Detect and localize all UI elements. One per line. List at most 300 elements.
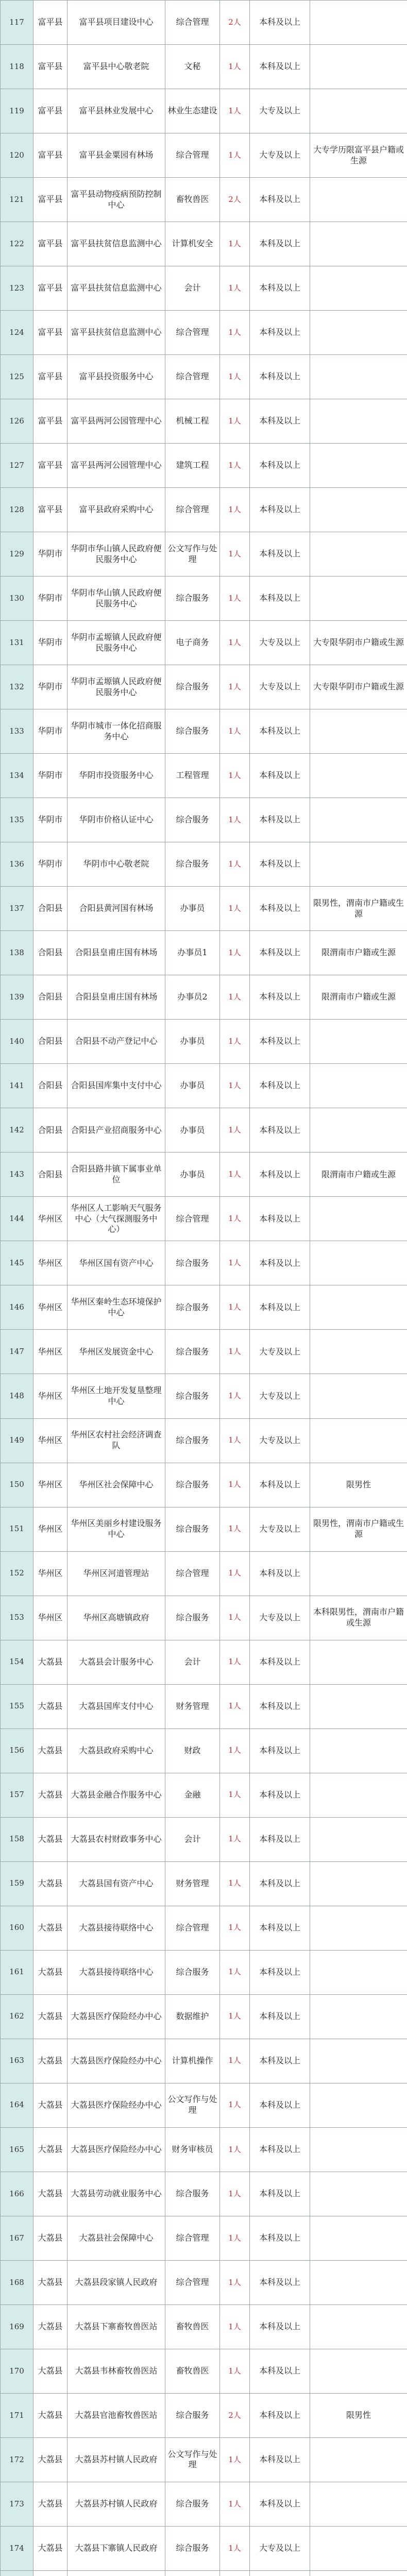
position-cell: 综合服务 <box>165 842 220 887</box>
education-cell: 本科及以上 <box>250 1551 310 1596</box>
table-row <box>1 2570 407 2576</box>
table-row <box>1 2039 407 2083</box>
unit-name-cell: 富平县扶贫信息监测中心 <box>67 311 165 355</box>
position-cell: 综合管理 <box>165 1197 220 1241</box>
unit-name-cell: 富平县动物疫病预防控制中心 <box>67 178 165 222</box>
requirement-note-cell <box>310 532 407 577</box>
area-cell: 大荔县 <box>33 1773 67 1817</box>
position-cell: 综合管理 <box>165 1906 220 1950</box>
education-cell: 本科及以上 <box>250 355 310 399</box>
headcount-cell: 1人 <box>220 1418 250 1463</box>
position-cell: 综合服务 <box>165 1374 220 1418</box>
position-cell: 畜牧兽医 <box>165 178 220 222</box>
headcount-cell: 1人 <box>220 2349 250 2393</box>
row-number-cell: 117 <box>1 1 33 45</box>
position-cell: 综合服务 <box>165 1596 220 1640</box>
requirement-note-cell: 大专限华阴市户籍或生源 <box>310 621 407 665</box>
unit-name-cell: 大荔县劳动就业服务中心 <box>67 2172 165 2216</box>
headcount-cell: 1人 <box>220 2437 250 2482</box>
requirement-note-cell <box>310 1728 407 1773</box>
area-cell: 华州区 <box>33 1463 67 1507</box>
headcount-cell: 1人 <box>220 133 250 178</box>
headcount-cell: 1人 <box>220 1064 250 1108</box>
requirement-note-cell <box>310 1108 407 1153</box>
headcount-cell: 1人 <box>220 1285 250 1330</box>
requirement-note-cell <box>310 1374 407 1418</box>
area-cell: 大荔县 <box>33 2393 67 2437</box>
area-cell: 大荔县 <box>33 1817 67 1861</box>
unit-name-cell: 华阴市孟塬镇人民政府便民服务中心 <box>67 621 165 665</box>
position-cell: 综合服务 <box>165 2172 220 2216</box>
position-cell: 综合服务 <box>165 1285 220 1330</box>
unit-name-cell: 大荔县医疗保险经办中心 <box>67 2083 165 2127</box>
table-row <box>1 577 407 621</box>
unit-name-cell: 华阴市价格认证中心 <box>67 798 165 842</box>
unit-name-cell: 华阴市华山镇人民政府便民服务中心 <box>67 532 165 577</box>
headcount-cell: 1人 <box>220 311 250 355</box>
requirement-note-cell <box>310 266 407 311</box>
position-cell: 办事员 <box>165 1153 220 1197</box>
headcount-cell: 1人 <box>220 754 250 798</box>
education-cell: 本科及以上 <box>250 1728 310 1773</box>
requirement-note-cell <box>310 1950 407 1994</box>
education-cell: 本科及以上 <box>250 1640 310 1684</box>
table-row <box>1 1020 407 1064</box>
unit-name-cell: 大荔县苏村镇人民政府 <box>67 2437 165 2482</box>
table-row <box>1 1285 407 1330</box>
area-cell: 富平县 <box>33 178 67 222</box>
table-row <box>1 2216 407 2260</box>
unit-name-cell: 华州区国有资产中心 <box>67 1241 165 1285</box>
position-cell: 财务审核员 <box>165 2127 220 2172</box>
education-cell: 大专及以上 <box>250 133 310 178</box>
headcount-cell: 1人 <box>220 2039 250 2083</box>
unit-name-cell: 富平县两河公园管理中心 <box>67 399 165 444</box>
headcount-cell: 1人 <box>220 2304 250 2349</box>
requirement-note-cell: 限男性 <box>310 2393 407 2437</box>
unit-name-cell: 大荔县接待联络中心 <box>67 1906 165 1950</box>
row-number-cell: 126 <box>1 399 33 444</box>
position-cell: 公文写作与处理 <box>165 532 220 577</box>
table-row <box>1 45 407 89</box>
unit-name-cell: 富平县投资服务中心 <box>67 355 165 399</box>
headcount-cell: 1人 <box>220 532 250 577</box>
area-cell: 华州区 <box>33 1596 67 1640</box>
position-cell: 综合服务 <box>165 1463 220 1507</box>
area-cell: 华阴市 <box>33 754 67 798</box>
education-cell: 本科及以上 <box>250 45 310 89</box>
area-cell <box>33 2570 67 2576</box>
row-number-cell: 158 <box>1 1817 33 1861</box>
requirement-note-cell <box>310 2482 407 2526</box>
area-cell: 华州区 <box>33 1551 67 1596</box>
requirement-note-cell <box>310 798 407 842</box>
area-cell: 大荔县 <box>33 1640 67 1684</box>
table-row <box>1 1684 407 1728</box>
row-number-cell: 167 <box>1 2216 33 2260</box>
headcount-cell <box>220 2570 250 2576</box>
headcount-cell: 2人 <box>220 2393 250 2437</box>
headcount-cell: 1人 <box>220 1596 250 1640</box>
education-cell: 本科及以上 <box>250 577 310 621</box>
row-number-cell: 125 <box>1 355 33 399</box>
table-row <box>1 1064 407 1108</box>
education-cell: 本科及以上 <box>250 1064 310 1108</box>
table-row <box>1 1 407 45</box>
position-cell: 综合管理 <box>165 488 220 532</box>
education-cell: 本科及以上 <box>250 1906 310 1950</box>
row-number-cell: 152 <box>1 1551 33 1596</box>
education-cell: 本科及以上 <box>250 2437 310 2482</box>
row-number-cell: 140 <box>1 1020 33 1064</box>
position-cell: 综合服务 <box>165 1507 220 1551</box>
row-number-cell: 156 <box>1 1728 33 1773</box>
requirement-note-cell <box>310 2083 407 2127</box>
requirement-note-cell <box>310 488 407 532</box>
headcount-cell: 1人 <box>220 1374 250 1418</box>
headcount-cell: 1人 <box>220 665 250 709</box>
position-cell: 文秘 <box>165 45 220 89</box>
table-row <box>1 2482 407 2526</box>
area-cell: 大荔县 <box>33 2172 67 2216</box>
headcount-cell: 2人 <box>220 1 250 45</box>
row-number-cell: 130 <box>1 577 33 621</box>
table-row <box>1 1773 407 1817</box>
education-cell: 本科及以上 <box>250 1 310 45</box>
table-row <box>1 133 407 178</box>
position-cell: 办事员 <box>165 1064 220 1108</box>
table-row <box>1 1108 407 1153</box>
education-cell: 本科及以上 <box>250 2039 310 2083</box>
table-row <box>1 1728 407 1773</box>
table-row <box>1 1861 407 1906</box>
education-cell: 本科及以上 <box>250 1197 310 1241</box>
position-cell: 财政 <box>165 1728 220 1773</box>
unit-name-cell: 华州区河道管理站 <box>67 1551 165 1596</box>
row-number-cell: 132 <box>1 665 33 709</box>
row-number-cell: 122 <box>1 222 33 266</box>
area-cell: 大荔县 <box>33 2526 67 2570</box>
position-cell: 办事员 <box>165 1108 220 1153</box>
row-number-cell: 118 <box>1 45 33 89</box>
headcount-cell: 1人 <box>220 1684 250 1728</box>
table-row <box>1 1640 407 1684</box>
position-cell: 公文写作与处理 <box>165 2437 220 2482</box>
table-row <box>1 1551 407 1596</box>
area-cell: 合阳县 <box>33 1064 67 1108</box>
area-cell: 合阳县 <box>33 1020 67 1064</box>
headcount-cell: 1人 <box>220 2482 250 2526</box>
position-cell: 综合管理 <box>165 1 220 45</box>
headcount-cell: 1人 <box>220 1108 250 1153</box>
row-number-cell: 166 <box>1 2172 33 2216</box>
education-cell: 本科及以上 <box>250 754 310 798</box>
table-row <box>1 709 407 754</box>
education-cell: 本科及以上 <box>250 1861 310 1906</box>
position-cell: 综合服务 <box>165 1330 220 1374</box>
position-cell: 公文写作与处理 <box>165 2083 220 2127</box>
row-number-cell: 160 <box>1 1906 33 1950</box>
position-cell: 综合管理 <box>165 133 220 178</box>
table-row <box>1 754 407 798</box>
position-cell: 办事员1 <box>165 931 220 975</box>
table-row <box>1 355 407 399</box>
table-row <box>1 975 407 1020</box>
table-row <box>1 1994 407 2039</box>
unit-name-cell: 大荔县医疗保险经办中心 <box>67 1994 165 2039</box>
requirement-note-cell <box>310 1330 407 1374</box>
headcount-cell: 1人 <box>220 444 250 488</box>
requirement-note-cell <box>310 842 407 887</box>
table-body <box>1 1 407 2576</box>
requirement-note-cell <box>310 222 407 266</box>
area-cell: 富平县 <box>33 266 67 311</box>
headcount-cell: 1人 <box>220 355 250 399</box>
requirement-note-cell <box>310 2526 407 2570</box>
unit-name-cell: 富平县两河公园管理中心 <box>67 444 165 488</box>
education-cell: 本科及以上 <box>250 178 310 222</box>
requirement-note-cell <box>310 45 407 89</box>
education-cell: 本科及以上 <box>250 1950 310 1994</box>
requirement-note-cell: 大专限华阴市户籍或生源 <box>310 665 407 709</box>
row-number-cell: 123 <box>1 266 33 311</box>
unit-name-cell: 大荔县下寨畜牧兽医站 <box>67 2304 165 2349</box>
row-number-cell: 119 <box>1 89 33 133</box>
unit-name-cell: 大荔县农村财政事务中心 <box>67 1817 165 1861</box>
headcount-cell: 1人 <box>220 222 250 266</box>
education-cell: 本科及以上 <box>250 975 310 1020</box>
unit-name-cell: 大荔县接待联络中心 <box>67 1950 165 1994</box>
unit-name-cell: 合阳县皇甫庄国有林场 <box>67 975 165 1020</box>
table-row <box>1 2393 407 2437</box>
education-cell: 本科及以上 <box>250 842 310 887</box>
headcount-cell: 1人 <box>220 1906 250 1950</box>
unit-name-cell: 大荔县会计服务中心 <box>67 1640 165 1684</box>
education-cell: 本科及以上 <box>250 2216 310 2260</box>
row-number-cell: 134 <box>1 754 33 798</box>
table-row <box>1 2260 407 2304</box>
headcount-cell: 1人 <box>220 1640 250 1684</box>
education-cell: 本科及以上 <box>250 2127 310 2172</box>
headcount-cell: 1人 <box>220 1728 250 1773</box>
headcount-cell: 1人 <box>220 842 250 887</box>
headcount-cell: 1人 <box>220 577 250 621</box>
table-row <box>1 399 407 444</box>
position-cell: 电子商务 <box>165 621 220 665</box>
table-row <box>1 887 407 931</box>
table-row <box>1 488 407 532</box>
row-number-cell: 171 <box>1 2393 33 2437</box>
headcount-cell: 1人 <box>220 1950 250 1994</box>
row-number-cell: 153 <box>1 1596 33 1640</box>
area-cell: 华州区 <box>33 1330 67 1374</box>
headcount-cell: 1人 <box>220 1241 250 1285</box>
education-cell: 本科及以上 <box>250 931 310 975</box>
position-cell: 综合管理 <box>165 2216 220 2260</box>
education-cell: 本科及以上 <box>250 532 310 577</box>
position-cell: 会计 <box>165 1640 220 1684</box>
unit-name-cell: 华州区社会保障中心 <box>67 1463 165 1507</box>
unit-name-cell: 大荔县韦林畜牧兽医站 <box>67 2349 165 2393</box>
row-number-cell: 124 <box>1 311 33 355</box>
education-cell: 本科及以上 <box>250 1773 310 1817</box>
headcount-cell: 2人 <box>220 178 250 222</box>
area-cell: 华阴市 <box>33 709 67 754</box>
table-row <box>1 532 407 577</box>
area-cell: 富平县 <box>33 1 67 45</box>
area-cell: 大荔县 <box>33 1906 67 1950</box>
unit-name-cell: 合阳县国库集中支付中心 <box>67 1064 165 1108</box>
unit-name-cell: 合阳县产业招商服务中心 <box>67 1108 165 1153</box>
row-number-cell: 138 <box>1 931 33 975</box>
education-cell: 本科及以上 <box>250 2260 310 2304</box>
requirement-note-cell <box>310 1020 407 1064</box>
education-cell: 大专及以上 <box>250 1507 310 1551</box>
area-cell: 合阳县 <box>33 975 67 1020</box>
row-number-cell: 136 <box>1 842 33 887</box>
unit-name-cell: 华阴市华山镇人民政府便民服务中心 <box>67 577 165 621</box>
headcount-cell: 1人 <box>220 798 250 842</box>
requirement-note-cell <box>310 2172 407 2216</box>
row-number-cell <box>1 2570 33 2576</box>
row-number-cell: 169 <box>1 2304 33 2349</box>
position-cell: 畜牧兽医 <box>165 2304 220 2349</box>
education-cell: 本科及以上 <box>250 1684 310 1728</box>
table-row <box>1 178 407 222</box>
education-cell: 本科及以上 <box>250 311 310 355</box>
position-cell: 综合服务 <box>165 1950 220 1994</box>
requirement-note-cell <box>310 1064 407 1108</box>
table-row <box>1 1197 407 1241</box>
row-number-cell: 154 <box>1 1640 33 1684</box>
requirement-note-cell <box>310 1773 407 1817</box>
table-row <box>1 842 407 887</box>
requirement-note-cell <box>310 1817 407 1861</box>
position-cell: 财务管理 <box>165 1684 220 1728</box>
area-cell: 华州区 <box>33 1197 67 1241</box>
position-cell: 办事员 <box>165 887 220 931</box>
row-number-cell: 148 <box>1 1374 33 1418</box>
area-cell: 华州区 <box>33 1374 67 1418</box>
unit-name-cell: 合阳县不动产登记中心 <box>67 1020 165 1064</box>
area-cell: 华阴市 <box>33 621 67 665</box>
row-number-cell: 137 <box>1 887 33 931</box>
requirement-note-cell <box>310 1906 407 1950</box>
position-cell: 金融 <box>165 1773 220 1817</box>
row-number-cell: 149 <box>1 1418 33 1463</box>
table-row <box>1 2172 407 2216</box>
headcount-cell: 1人 <box>220 621 250 665</box>
headcount-cell: 1人 <box>220 709 250 754</box>
unit-name-cell: 华州区高塘镇政府 <box>67 1596 165 1640</box>
row-number-cell: 162 <box>1 1994 33 2039</box>
table-row <box>1 1153 407 1197</box>
unit-name-cell: 大荔县国有资产中心 <box>67 1861 165 1906</box>
requirement-note-cell: 限渭南市户籍或生源 <box>310 1153 407 1197</box>
position-cell: 畜牧兽医 <box>165 2349 220 2393</box>
position-cell: 综合服务 <box>165 798 220 842</box>
position-cell: 数据维护 <box>165 1994 220 2039</box>
position-cell: 林业生态建设 <box>165 89 220 133</box>
headcount-cell: 1人 <box>220 931 250 975</box>
row-number-cell: 157 <box>1 1773 33 1817</box>
position-cell: 综合服务 <box>165 709 220 754</box>
unit-name-cell: 大荔县医疗保险经办中心 <box>67 2127 165 2172</box>
unit-name-cell: 富平县扶贫信息监测中心 <box>67 222 165 266</box>
table-row <box>1 222 407 266</box>
area-cell: 合阳县 <box>33 887 67 931</box>
row-number-cell: 127 <box>1 444 33 488</box>
headcount-cell: 1人 <box>220 89 250 133</box>
table-row <box>1 1950 407 1994</box>
headcount-cell: 1人 <box>220 45 250 89</box>
headcount-cell: 1人 <box>220 2172 250 2216</box>
education-cell: 本科及以上 <box>250 2349 310 2393</box>
education-cell: 大专及以上 <box>250 665 310 709</box>
unit-name-cell: 富平县扶贫信息监测中心 <box>67 266 165 311</box>
position-cell: 工程管理 <box>165 754 220 798</box>
requirement-note-cell <box>310 1994 407 2039</box>
area-cell: 大荔县 <box>33 1994 67 2039</box>
position-cell <box>165 2570 220 2576</box>
unit-name-cell: 大荔县苏村镇人民政府 <box>67 2482 165 2526</box>
education-cell: 本科及以上 <box>250 2172 310 2216</box>
requirement-note-cell <box>310 2260 407 2304</box>
unit-name-cell: 富平县政府采购中心 <box>67 488 165 532</box>
unit-name-cell: 华州区土地开发复垦整理中心 <box>67 1374 165 1418</box>
unit-name-cell: 华州区发展资金中心 <box>67 1330 165 1374</box>
requirement-note-cell: 限渭南市户籍或生源 <box>310 931 407 975</box>
row-number-cell: 135 <box>1 798 33 842</box>
requirement-note-cell <box>310 399 407 444</box>
table-row <box>1 798 407 842</box>
table-row <box>1 621 407 665</box>
unit-name-cell: 大荔县社会保障中心 <box>67 2216 165 2260</box>
requirement-note-cell: 限男性，渭南市户籍或生源 <box>310 887 407 931</box>
position-cell: 综合管理 <box>165 311 220 355</box>
area-cell: 富平县 <box>33 311 67 355</box>
table-row <box>1 2437 407 2482</box>
position-cell: 综合服务 <box>165 577 220 621</box>
requirement-note-cell <box>310 2349 407 2393</box>
headcount-cell: 1人 <box>220 1551 250 1596</box>
position-cell: 建筑工程 <box>165 444 220 488</box>
position-cell: 综合服务 <box>165 665 220 709</box>
area-cell: 富平县 <box>33 222 67 266</box>
headcount-cell: 1人 <box>220 1817 250 1861</box>
education-cell: 本科及以上 <box>250 1241 310 1285</box>
headcount-cell: 1人 <box>220 1994 250 2039</box>
headcount-cell: 1人 <box>220 2526 250 2570</box>
unit-name-cell: 大荔县下寨镇人民政府 <box>67 2526 165 2570</box>
row-number-cell: 146 <box>1 1285 33 1330</box>
headcount-cell: 1人 <box>220 399 250 444</box>
headcount-cell: 1人 <box>220 1463 250 1507</box>
requirement-note-cell <box>310 754 407 798</box>
requirement-note-cell: 限男性 <box>310 1463 407 1507</box>
table-row <box>1 2083 407 2127</box>
requirement-note-cell <box>310 709 407 754</box>
unit-name-cell: 大荔县段家镇人民政府 <box>67 2260 165 2304</box>
table-row <box>1 311 407 355</box>
area-cell: 大荔县 <box>33 2083 67 2127</box>
education-cell: 本科及以上 <box>250 2482 310 2526</box>
requirement-note-cell: 本科限男性，渭南市户籍或生源 <box>310 1596 407 1640</box>
requirement-note-cell <box>310 311 407 355</box>
requirement-note-cell <box>310 2216 407 2260</box>
position-cell: 综合管理 <box>165 2260 220 2304</box>
row-number-cell: 147 <box>1 1330 33 1374</box>
